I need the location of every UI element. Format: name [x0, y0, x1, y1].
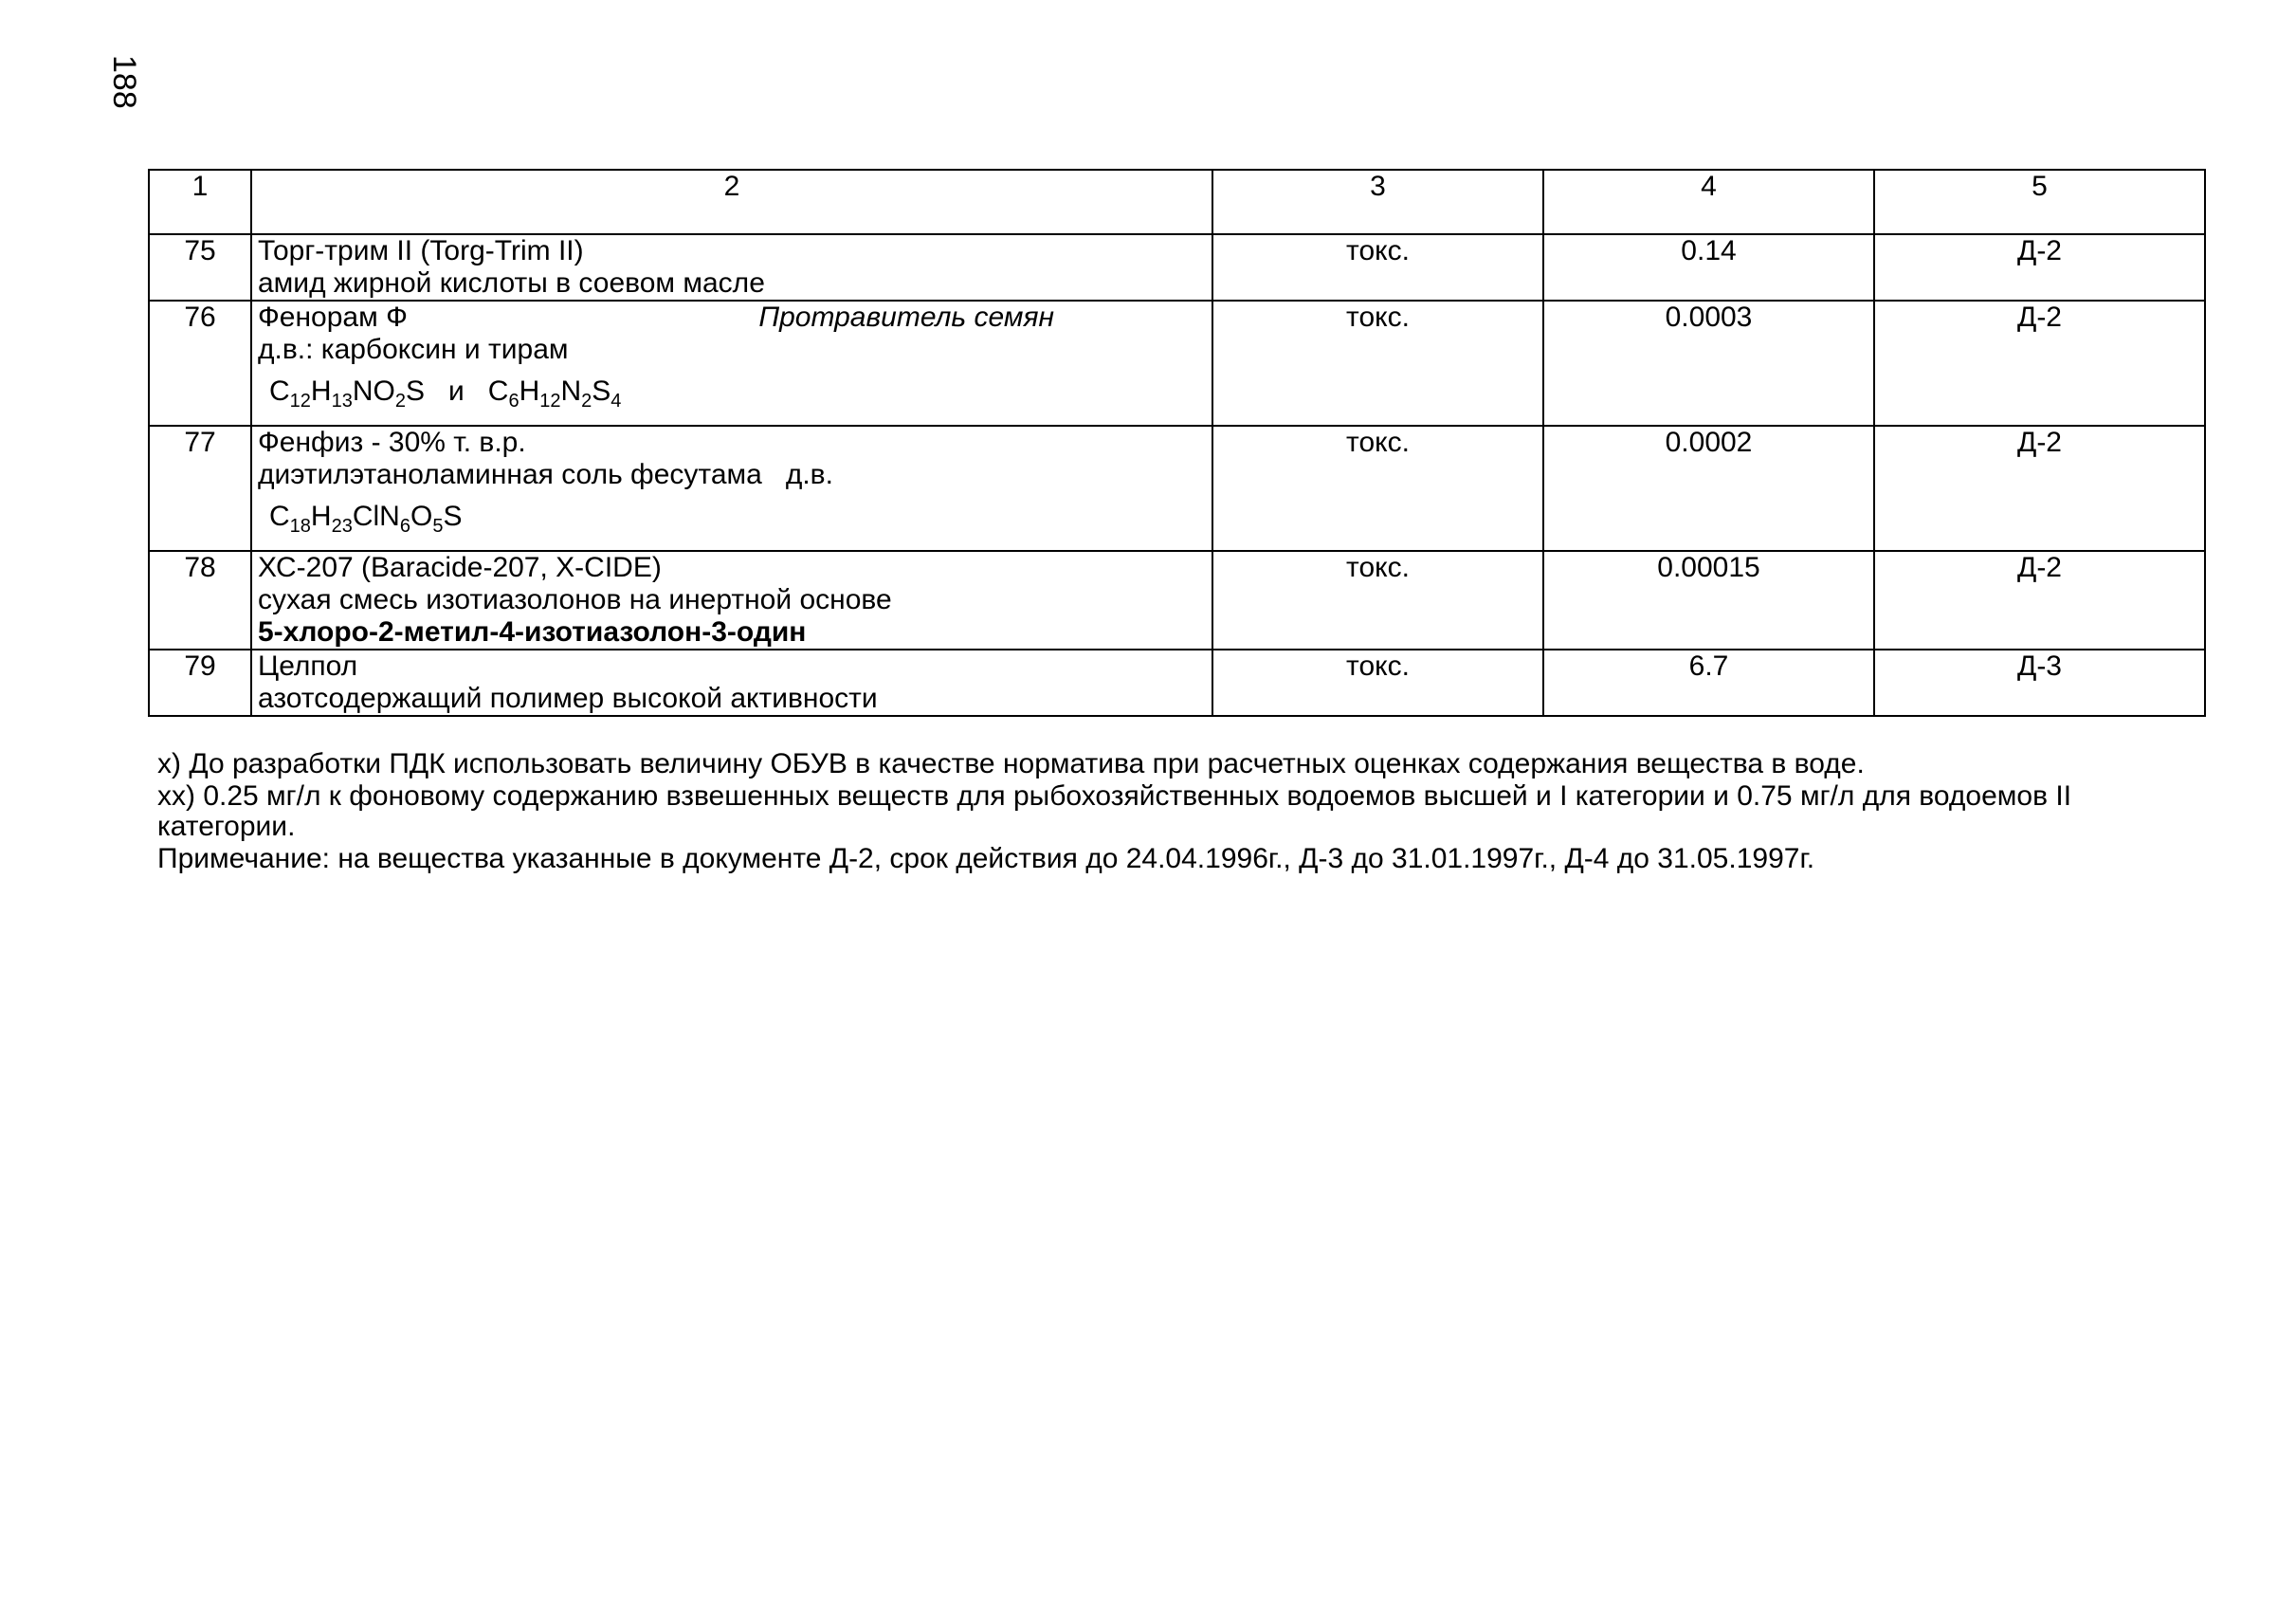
substance-name: Целпол — [258, 650, 358, 682]
table-row — [149, 426, 2205, 551]
document-ref: Д-2 — [1874, 301, 2205, 426]
document-ref: Д-2 — [1874, 426, 2205, 551]
table-row — [149, 234, 2205, 301]
norm-value: 6.7 — [1543, 650, 1874, 716]
substance-description: сухая смесь изотиазолонов на инертной основе — [258, 584, 892, 615]
substance-name: Фенорам Ф — [258, 302, 408, 333]
table-row — [149, 650, 2205, 716]
header-col-2: 2 — [251, 170, 1212, 234]
chemical-formula: $C_{12}H_{13}NO_2S$ и $C_6H_{12}N_2S_4$ — [269, 376, 622, 412]
header-col-4: 4 — [1543, 170, 1874, 234]
substance-description: амид жирной кислоты в соевом масле — [258, 267, 765, 299]
hazard-type: токс. — [1212, 234, 1543, 301]
table-header-row — [149, 170, 2205, 234]
row-number: 76 — [149, 301, 251, 426]
norm-value: 0.0002 — [1543, 426, 1874, 551]
hazard-type: токс. — [1212, 301, 1543, 426]
row-number: 75 — [149, 234, 251, 301]
chemical-formula: $C_{18}H_{23}ClN_6O_5S$ — [269, 501, 463, 537]
substance-cell — [251, 234, 1212, 301]
document-ref: Д-2 — [1874, 551, 2205, 650]
hazard-type: токс. — [1212, 426, 1543, 551]
header-col-1: 1 — [149, 170, 251, 234]
substance-name: ХС-207 (Baracide-207, X-CIDE) — [258, 552, 662, 583]
norm-value: 0.0003 — [1543, 301, 1874, 426]
document-ref: Д-3 — [1874, 650, 2205, 716]
substance-cell — [251, 551, 1212, 650]
substance-cell — [251, 426, 1212, 551]
footnotes — [157, 749, 2158, 876]
substance-cell — [251, 301, 1212, 426]
footnote-note: Примечание: на вещества указанные в документе Д-2, срок действия до 24.04.1996г., Д-3 до 31.01.1997г., Д-4 до 31.05.1997г. — [157, 843, 1815, 874]
page-number: 188 — [106, 55, 142, 109]
row-number: 77 — [149, 426, 251, 551]
substances-table — [148, 169, 2206, 717]
substance-description: азотсодержащий полимер высокой активности — [258, 683, 878, 714]
header-col-3: 3 — [1212, 170, 1543, 234]
row-number: 79 — [149, 650, 251, 716]
hazard-type: токс. — [1212, 551, 1543, 650]
norm-value: 0.14 — [1543, 234, 1874, 301]
substance-name: Торг-трим II (Torg-Trim II) — [258, 235, 584, 266]
footnote-2: хх) 0.25 мг/л к фоновому содержанию взвешенных веществ для рыбохозяйственных водоемов высшей и I категории и 0.75 мг/л для водоемов II категории. — [157, 780, 2072, 842]
substance-purpose: Протравитель семян — [758, 302, 1054, 333]
norm-value: 0.00015 — [1543, 551, 1874, 650]
header-col-5: 5 — [1874, 170, 2205, 234]
substance-name: Фенфиз - 30% т. в.р. — [258, 427, 526, 458]
table-row — [149, 301, 2205, 426]
substance-description: диэтилэтаноламинная соль фесутама д.в. — [258, 459, 833, 490]
row-number: 78 — [149, 551, 251, 650]
footnote-1: х) До разработки ПДК использовать величину ОБУВ в качестве норматива при расчетных оценках содержания вещества в воде. — [157, 748, 1865, 779]
table-row — [149, 551, 2205, 650]
substance-cell — [251, 650, 1212, 716]
document-ref: Д-2 — [1874, 234, 2205, 301]
hazard-type: токс. — [1212, 650, 1543, 716]
substance-description: д.в.: карбоксин и тирам — [258, 334, 569, 365]
substance-active-ingredient: 5-хлоро-2-метил-4-изотиазолон-3-один — [258, 616, 807, 648]
